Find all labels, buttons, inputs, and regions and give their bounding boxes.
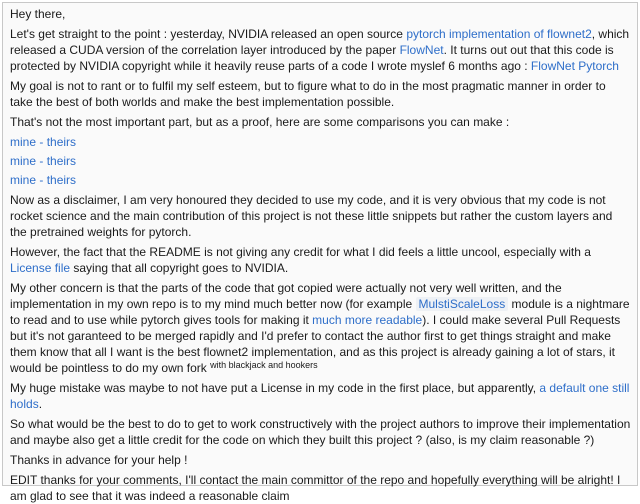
readme-text-b: saying that all copyright goes to NVIDIA.	[70, 261, 289, 275]
link-license-file[interactable]: License file	[10, 261, 71, 275]
comparison-separator: -	[36, 154, 47, 168]
paragraph-disclaimer: Now as a disclaimer, I am very honoured they decided to use my code, and it is very obvious that my code is not rocket science and the main contribution of this project is not these little snippets but rather the custom layers and the pretrained weights for pytorch.	[10, 193, 613, 239]
comparison-row	[10, 134, 631, 150]
greeting: Hey there,	[10, 7, 66, 21]
link-mine[interactable]: mine	[10, 173, 37, 187]
paragraph-intro	[10, 26, 631, 74]
paragraph-proof: That's not the most important part, but as a proof, here are some comparisons you can make :	[10, 115, 510, 129]
paragraph-mistake	[10, 380, 631, 412]
link-theirs[interactable]: theirs	[46, 173, 77, 187]
link-default-license[interactable]: a default one still holds	[10, 381, 630, 411]
comparison-row	[10, 172, 631, 188]
link-theirs[interactable]: theirs	[46, 154, 77, 168]
comparison-separator: -	[36, 135, 47, 149]
mistake-text-b: .	[38, 397, 43, 411]
paragraph-concern	[10, 280, 631, 376]
mistake-text-a: My huge mistake was maybe to not have put a License in my code in the first place, but apparently,	[10, 381, 540, 395]
link-theirs[interactable]: theirs	[46, 135, 77, 149]
readme-text-a: However, the fact that the README is not giving any credit for what I did feels a little uncool, especially with a	[10, 245, 591, 259]
link-mine[interactable]: mine	[10, 154, 37, 168]
concern-text-b: module is a nightmare to read and to use while pytorch gives tools for making it	[10, 297, 630, 327]
superscript-note: with blackjack and hookers	[210, 360, 318, 370]
link-mine[interactable]: mine	[10, 135, 37, 149]
intro-text-b: , which released a CUDA version of the correlation layer introduced by the paper	[10, 27, 630, 57]
paragraph-goal: My goal is not to rant or to fulfil my self esteem, but to figure what to do in the most pragmatic manner in order to take the best of both worlds and make the best implementation possible.	[10, 79, 606, 109]
paragraph-readme	[10, 244, 631, 276]
link-pytorch-flownet2[interactable]: pytorch implementation of flownet2	[406, 27, 592, 41]
post-body	[2, 2, 638, 503]
link-much-more-readable[interactable]: much more readable	[312, 313, 423, 327]
code-multiscaleloss: MulstiScaleLoss	[416, 297, 509, 311]
comparison-row	[10, 153, 631, 169]
concern-text-a: My other concern is that the parts of the code that got copied were actually not very well written, and the implementation in my own repo is to my mind much better now (for example	[10, 281, 562, 311]
paragraph-thanks: Thanks in advance for your help !	[10, 453, 188, 467]
comparison-separator: -	[36, 173, 47, 187]
link-flownet-paper[interactable]: FlowNet	[399, 43, 444, 57]
intro-text-a: Let's get straight to the point : yesterday, NVIDIA released an open source	[10, 27, 407, 41]
paragraph-edit: EDIT thanks for your comments, I'll contact the main committor of the repo and hopefully everything will be alright! I am glad to see that it was indeed a reasonable claim	[10, 473, 621, 503]
link-flownet-pytorch[interactable]: FlowNet Pytorch	[530, 59, 619, 73]
concern-text-c: ). I could make several Pull Requests but it's not garanteed to be merged rapidly and I'd prefer to contact the author first to get things straight and make them know that all I want is the best flownet2 implementation, and as this project is already gaining a lot of stars, it would be pointless to do my own fork	[10, 313, 621, 375]
paragraph-question: So what would be the best to do to get to work constructively with the project authors to improve their implementation and maybe also get a little credit for the code on which they built this project ? (also, is my claim reasonable ?)	[10, 417, 631, 447]
intro-text-c: . It turns out out that this code is protected by NVIDIA copyright while it heavily reuse parts of a code I wrote myslef 6 months ago :	[10, 43, 614, 73]
